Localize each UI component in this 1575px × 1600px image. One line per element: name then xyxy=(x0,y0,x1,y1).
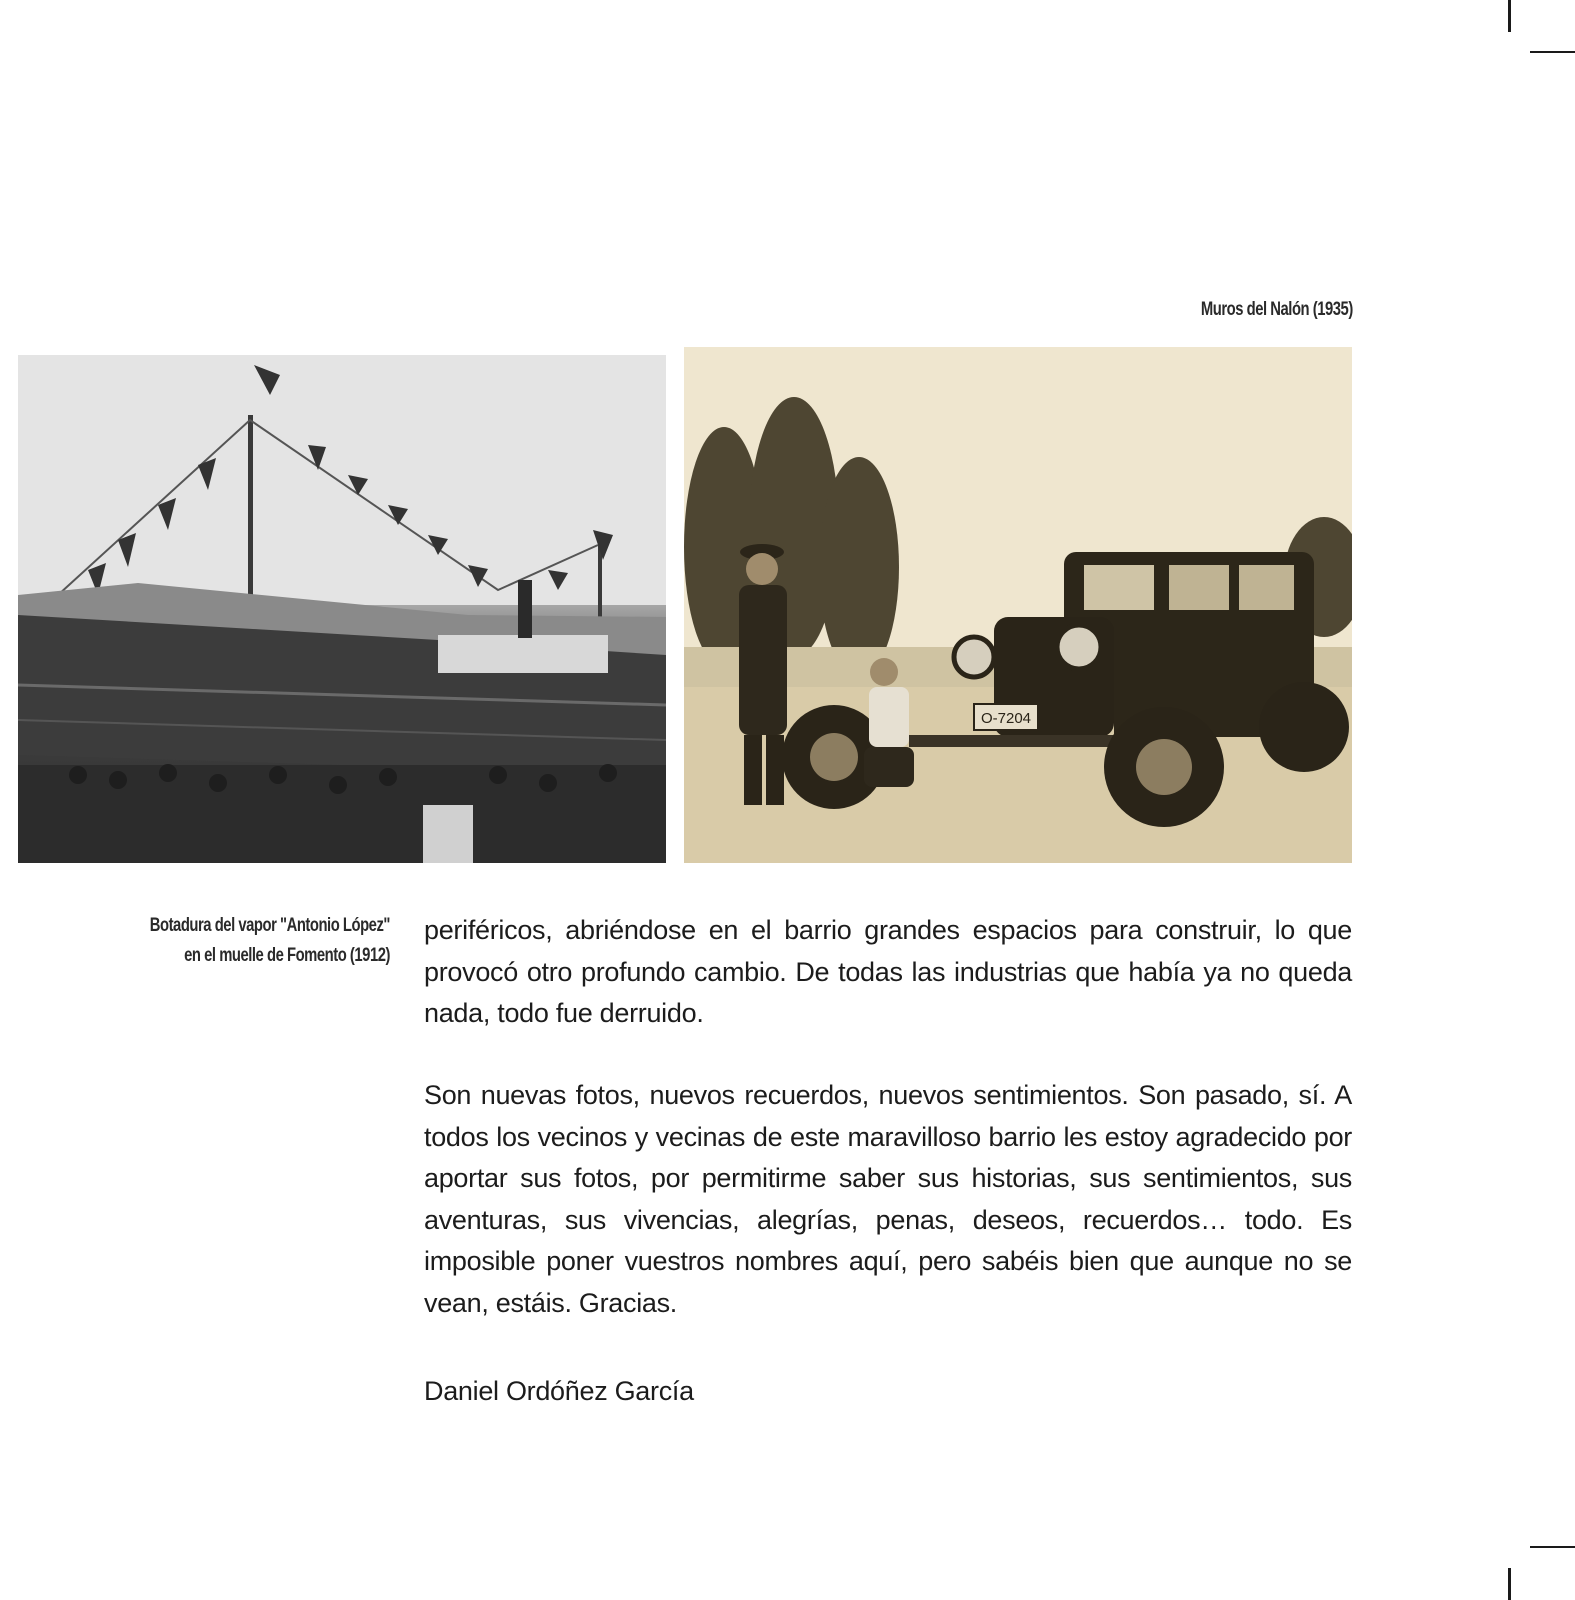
crop-mark-bottom-horizontal xyxy=(1530,1546,1575,1548)
paragraph-2-text: Son nuevas fotos, nuevos recuerdos, nuevos sentimientos. Son pasado, sí. A todos los vecinos y vecinas de este maravilloso barrio les estoy agradecido por aportar sus fotos, por permitirme saber sus historias, sus sentimientos, sus aventuras, sus vivencias, alegrías, penas, deseos, recuerdos… todo. Es imposible poner vuestros nombres aquí, pero sabéis bien que aunque no se vean, estáis. Gracias. xyxy=(424,1080,1352,1318)
car-illustration xyxy=(684,347,1352,863)
caption-ship-photo xyxy=(150,911,390,971)
body-paragraph-2 xyxy=(424,1075,1352,1324)
crop-mark-bottom-vertical xyxy=(1508,1568,1511,1600)
caption-ship-line-1: Botadura del vapor "Antonio López" xyxy=(149,915,390,936)
crop-mark-top-vertical xyxy=(1508,0,1511,32)
caption-ship-line-2: en el muelle de Fomento (1912) xyxy=(184,945,390,966)
photo-car xyxy=(684,347,1352,863)
crop-mark-top-horizontal xyxy=(1530,51,1575,53)
author-signature: Daniel Ordóñez García xyxy=(424,1376,694,1406)
ship-illustration xyxy=(18,355,666,863)
car-plate-text: O-7204 xyxy=(980,710,1032,727)
caption-car-photo: Muros del Nalón (1935) xyxy=(1201,299,1353,320)
paragraph-1-text: periféricos, abriéndose en el barrio grandes espacios para construir, lo que provocó otro profundo cambio. De todas las industrias que había ya no queda nada, todo fue derruido. xyxy=(424,915,1352,1028)
body-paragraph-1 xyxy=(424,910,1352,1035)
photo-ship-launch xyxy=(18,355,666,863)
